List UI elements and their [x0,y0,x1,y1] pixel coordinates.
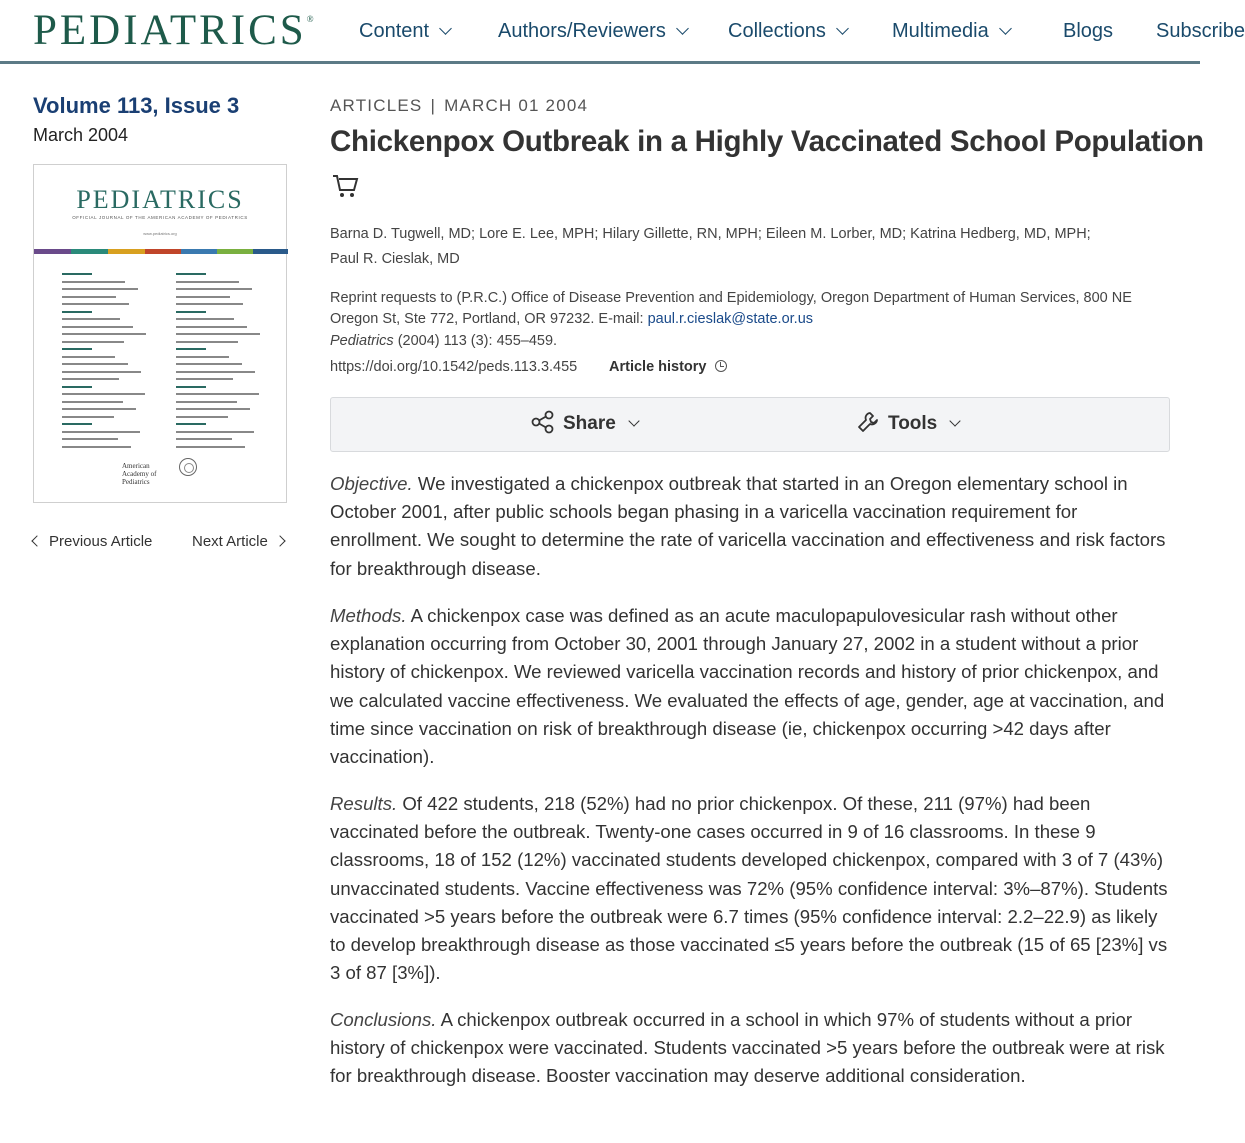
chevron-down-icon [836,22,849,35]
cover-text-line [176,401,237,403]
cover-text-line [62,356,115,358]
tools-button[interactable] [856,412,959,436]
cover-text-line [62,431,140,433]
cover-text-line [176,326,247,328]
cover-text-line [176,408,250,410]
citation [330,333,557,349]
share-icon [531,410,555,434]
nav-item-blogs[interactable] [1063,20,1113,43]
chevron-down-icon [439,22,452,35]
nav-item-label: Subscribe [1156,20,1245,42]
cover-text-line [176,296,230,298]
nav-item-collections[interactable] [728,20,847,43]
section-text: Of 422 students, 218 (52%) had no prior chickenpox. Of these, 211 (97%) had been vaccinated before the outbreak. Twenty-one cases occurred in 9 of 16 classrooms. In these 9 classrooms, 18 of 152 (12%) vaccinated students developed chickenpox, compared with 3 of 7 (43%) unvaccinated students. Vaccine effectiveness was 72% (95% confidence interval: 3%–87%). Students vaccinated >5 years before the outbreak were 6.7 times (95% confidence interval: 2.2–22.9) as likely to develop breakthrough disease as those vaccinated ≤5 years before the outbreak (15 of 65 [23%] vs 3 of 87 [3%]). [330,793,1168,984]
authors-line[interactable]: Barna D. Tugwell, MD; Lore E. Lee, MPH; Hilary Gillette, RN, MPH; Eileen M. Lorber, MD; Katrina Hedberg, MD, MPH; [330,226,1091,242]
cover-url: www.pediatrics.org [143,231,177,236]
history-icon [715,360,727,372]
abstract-objective [330,470,1170,583]
cover-text-line [62,401,123,403]
cover-text-line [62,371,141,373]
nav-item-content[interactable] [359,20,450,43]
cover-text-line [176,356,229,358]
cover-text-line [176,393,259,395]
cover-text-line [176,348,206,350]
cover-text-line [62,423,92,425]
previous-article-label: Previous Article [49,533,153,550]
cover-logo: PEDIATRICS [76,185,244,214]
reprint-text: Reprint requests to (P.R.C.) Office of Disease Prevention and Epidemiology, Oregon Department of Human Services, 800 NE Oregon St, Ste 772, Portland, OR 97232. E-mail: [330,290,1132,327]
cover-text-line [176,311,206,313]
cover-color-bar [181,249,217,254]
site-logo-text: PEDIATRICS [33,7,307,54]
chevron-down-icon [628,415,639,426]
share-label: Share [563,413,616,435]
meta-divider: | [430,96,437,115]
cover-text-line [176,438,232,440]
cover-text-line [176,303,243,305]
cover-text-line [176,386,206,388]
article-toolbar [330,397,1170,452]
cover-text-line [176,273,206,275]
cover-text-line [176,446,245,448]
article-meta [330,96,588,116]
cover-text-line [62,273,92,275]
cover-text-line [176,371,255,373]
cover-text-line [62,378,119,380]
chevron-right-icon [274,535,285,546]
cover-text-line [62,333,146,335]
chevron-down-icon [676,22,689,35]
next-article-link[interactable] [192,533,284,550]
nav-item-label: Content [359,20,430,42]
cover-color-bar [71,249,108,254]
nav-item-subscribe[interactable] [1156,20,1245,43]
nav-item-label: Authors/Reviewers [498,20,666,42]
nav-item-label: Multimedia [892,20,989,42]
cover-text-line [176,378,233,380]
cover-text-line [62,438,118,440]
site-logo[interactable] [33,6,314,55]
chevron-down-icon [999,22,1012,35]
cover-text-line [62,296,116,298]
abstract-results [330,790,1170,987]
nav-item-authors-reviewers[interactable] [498,20,687,43]
article-history-button[interactable] [609,359,727,375]
cover-text-line [62,408,136,410]
doi-link[interactable]: https://doi.org/10.1542/peds.113.3.455 [330,359,578,375]
cover-color-bar [217,249,253,254]
cover-text-line [176,416,228,418]
issue-cover-image[interactable] [33,164,287,503]
chevron-left-icon [31,535,42,546]
author-list [330,222,1170,272]
chevron-down-icon [950,415,961,426]
nav-item-multimedia[interactable] [892,20,1010,43]
cover-text-line [62,341,124,343]
cover-text-line [62,326,133,328]
reprint-email-link[interactable]: paul.r.cieslak@state.or.us [647,311,814,327]
issue-volume[interactable]: Volume 113, Issue 3 [33,93,240,118]
cover-subtitle: OFFICIAL JOURNAL OF THE AMERICAN ACADEMY OF PEDIATRICS [72,215,248,220]
abstract-conclusions [330,1006,1170,1091]
cover-publisher: American Academy of Pediatrics [122,462,157,486]
cover-text-line [176,333,260,335]
cover-text-line [176,318,234,320]
citation-journal: Pediatrics [330,333,394,349]
nav-item-label: Collections [728,20,826,42]
cover-text-line [62,348,92,350]
cover-text-line [62,363,128,365]
section-text: We investigated a chickenpox outbreak that started in an Oregon elementary school in October 2001, after public schools began phasing in a varicella vaccination requirement for enrollment. We sought to determine the rate of varicella vaccination and effectiveness and risk factors for breakthrough disease. [330,473,1166,579]
next-article-label: Next Article [192,533,268,550]
cover-text-line [62,288,138,290]
section-label: Conclusions. [330,1009,437,1030]
reprint-requests [330,288,1170,330]
section-label: Results. [330,793,398,814]
cart-icon[interactable] [330,170,360,200]
cover-text-line [176,423,206,425]
cover-text-line [62,311,92,313]
wrench-icon [856,410,880,434]
cover-text-line [176,431,254,433]
cover-text-line [62,386,92,388]
registered-mark: ® [306,14,314,24]
cover-text-line [62,303,129,305]
article-pub-date: MARCH 01 2004 [444,96,589,115]
tools-label: Tools [888,413,938,435]
aap-seal-icon [179,458,197,476]
cover-text-line [62,393,145,395]
nav-item-label: Blogs [1063,20,1114,42]
share-button[interactable] [531,412,638,436]
abstract-methods [330,602,1170,771]
cover-text-line [62,416,114,418]
section-text: A chickenpox outbreak occurred in a school in which 97% of students without a prior history of chickenpox were vaccinated. Students vaccinated >5 years before the outbreak were at risk for breakthrough disease. Booster vaccination may deserve additional consideration. [330,1009,1165,1087]
cover-text-line [176,288,252,290]
authors-line[interactable]: Paul R. Cieslak, MD [330,251,460,267]
cover-text-line [62,281,125,283]
cover-color-bar [108,249,145,254]
section-text: A chickenpox case was defined as an acute maculopapulovesicular rash without other explanation occurring from October 30, 2001 through January 27, 2002 in a student without a prior history of chickenpox. We reviewed varicella vaccination records and history of prior chickenpox, and we calculated vaccine effectiveness. We evaluated the effects of age, gender, age at vaccination, and time since vaccination on risk of breakthrough disease (ie, chickenpox occurring >42 days after vaccination). [330,605,1165,768]
issue-date: March 2004 [33,125,129,145]
cover-color-bar [253,249,288,254]
cover-text-line [62,318,120,320]
previous-article-link[interactable] [33,533,152,550]
cover-color-bar [145,249,181,254]
article-history-label: Article history [609,359,707,375]
cover-text-line [176,341,238,343]
citation-details: (2004) 113 (3): 455–459. [393,333,558,349]
cover-text-line [62,446,131,448]
cover-text-line [176,281,239,283]
site-header [0,0,1245,64]
cover-text-line [176,363,242,365]
article-category[interactable]: ARTICLES [330,96,423,115]
cover-color-bar [34,249,71,254]
section-label: Objective. [330,473,413,494]
article-title: Chickenpox Outbreak in a Highly Vaccinated School Population [330,125,1204,158]
section-label: Methods. [330,605,407,626]
